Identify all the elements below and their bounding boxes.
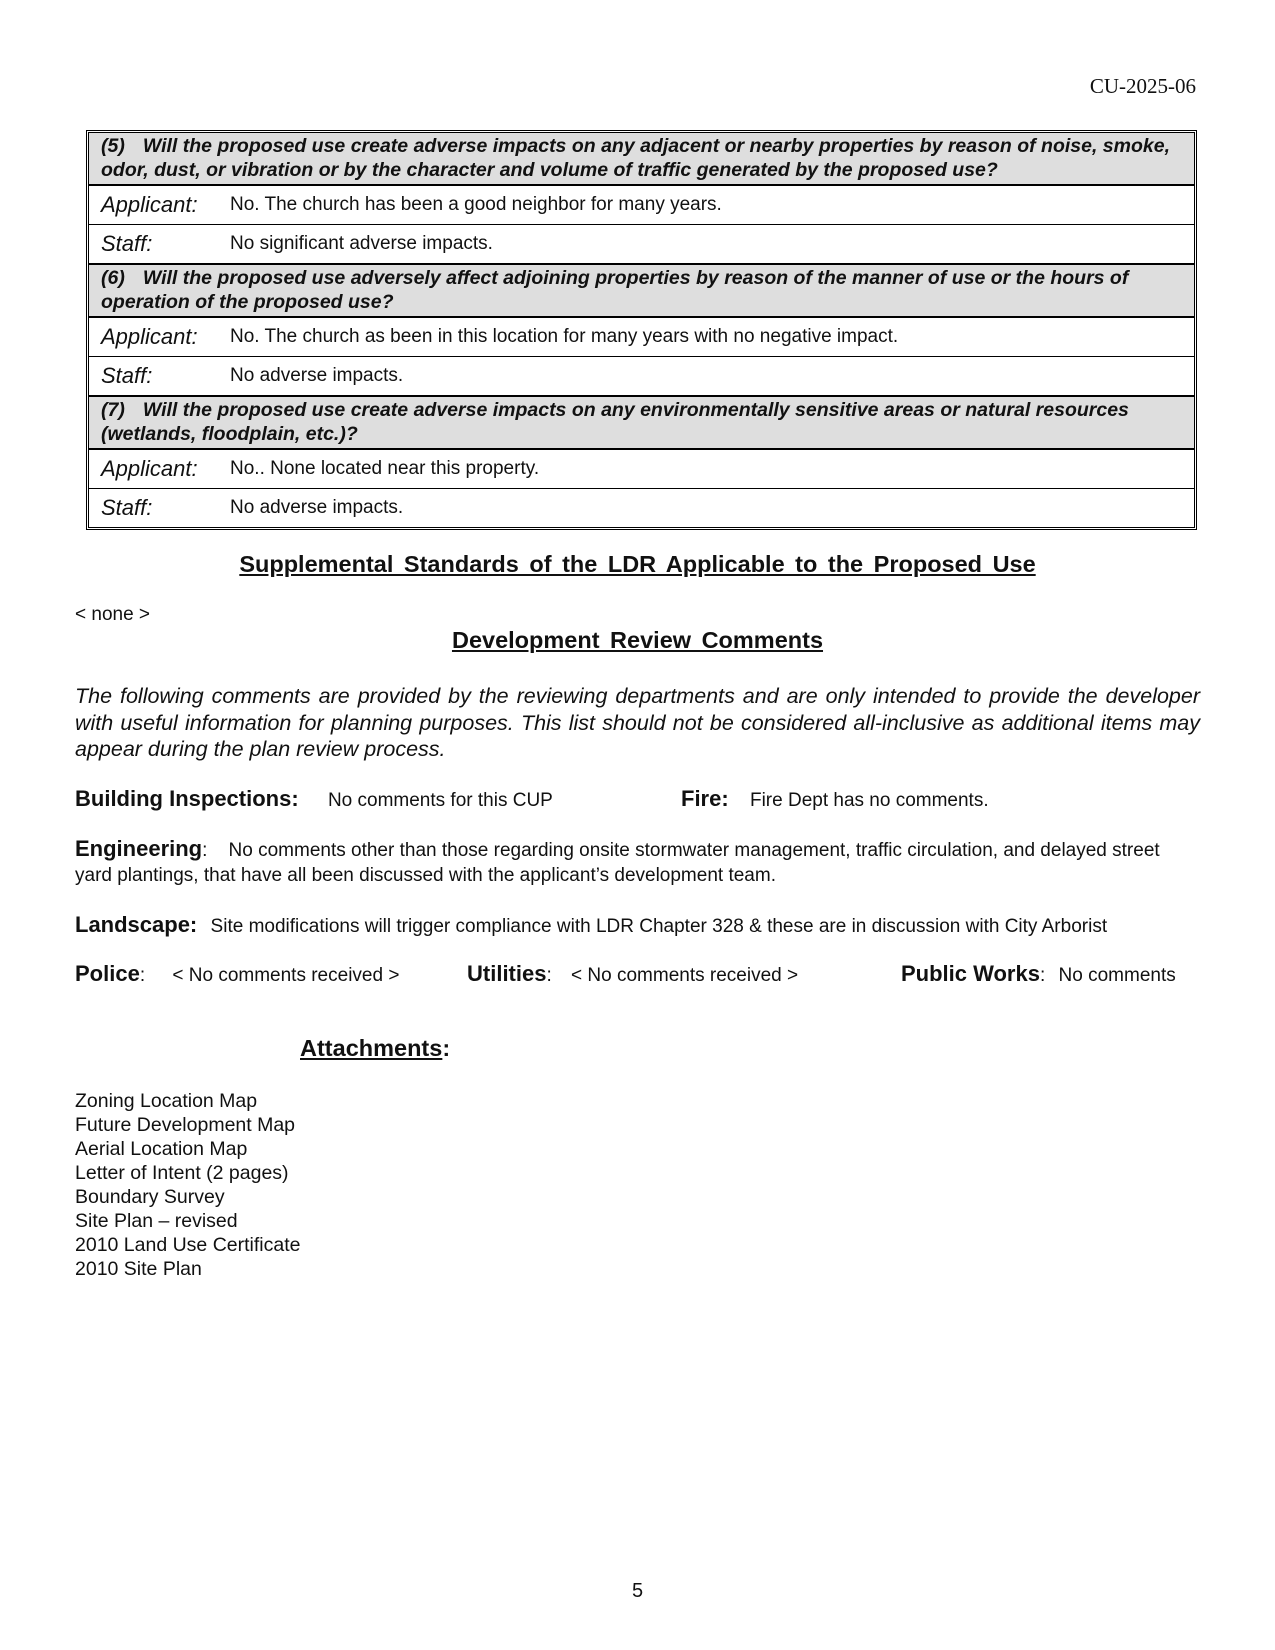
applicant-answer: No.. None located near this property. — [230, 458, 540, 479]
question-5-applicant-row — [89, 186, 1194, 225]
question-number: (5) — [101, 135, 125, 157]
supplemental-standards-heading: Supplemental Standards of the LDR Applicable to the Proposed Use — [239, 551, 1036, 577]
review-questions-table — [86, 130, 1197, 530]
building-inspections-label: Building Inspections: — [75, 786, 299, 811]
development-review-heading: Development Review Comments — [451, 627, 824, 653]
building-inspections-comment — [75, 786, 553, 812]
applicant-answer: No. The church has been a good neighbor for many years. — [230, 194, 722, 215]
staff-answer: No adverse impacts. — [230, 497, 404, 518]
question-5-staff-row — [89, 225, 1194, 265]
document-id: CU-2025-06 — [1089, 74, 1196, 98]
applicant-label: Applicant: — [101, 456, 198, 481]
police-label: Police — [75, 961, 140, 986]
attachment-item: 2010 Land Use Certificate — [75, 1234, 301, 1256]
staff-label: Staff: — [101, 231, 153, 256]
staff-answer: No significant adverse impacts. — [230, 233, 493, 254]
utilities-comment: Utilities: < No comments received > — [467, 961, 799, 986]
page-number: 5 — [631, 1580, 644, 1602]
attachment-item: 2010 Site Plan — [75, 1258, 202, 1280]
question-7-staff-row — [89, 489, 1194, 527]
question-6-staff-row — [89, 357, 1194, 397]
fire-comment — [681, 786, 989, 812]
fire-label: Fire: — [681, 786, 729, 811]
attachment-item: Boundary Survey — [75, 1186, 225, 1208]
question-number: (7) — [101, 399, 125, 421]
question-text: Will the proposed use create adverse impacts on any environmentally sensitive areas or natural resources (wetlands, floodplain, etc.)? — [101, 399, 1129, 445]
question-7-applicant-row — [89, 450, 1194, 489]
police-comment: Police: < No comments received > — [75, 961, 400, 986]
review-intro-paragraph: The following comments are provided by the reviewing departments and are only intended to provide the developer with useful information for planning purposes. This list should not be considered all-inclusive as additional items may appear during the plan review process. — [75, 684, 1200, 761]
attachments-heading-text: Attachments — [300, 1035, 443, 1061]
building-inspections-text: No comments for this CUP — [327, 790, 553, 811]
question-5-header — [89, 133, 1194, 186]
landscape-label: Landscape: — [75, 912, 198, 937]
applicant-answer: No. The church as been in this location for many years with no negative impact. — [230, 326, 899, 347]
staff-label: Staff: — [101, 495, 153, 520]
fire-text: Fire Dept has no comments. — [749, 790, 989, 811]
question-6-applicant-row — [89, 318, 1194, 357]
question-6-header — [89, 265, 1194, 318]
public-works-text: No comments — [1058, 965, 1176, 986]
applicant-label: Applicant: — [101, 324, 198, 349]
landscape-text: Site modifications will trigger compliance with LDR Chapter 328 & these are in discussion with City Arborist — [210, 916, 1108, 937]
utilities-label: Utilities — [467, 961, 547, 986]
attachments-list — [75, 1089, 300, 1281]
public-works-label: Public Works — [901, 961, 1040, 986]
attachment-item: Future Development Map — [75, 1114, 296, 1136]
attachment-item: Aerial Location Map — [75, 1138, 248, 1160]
engineering-label: Engineering — [75, 836, 203, 861]
public-works-comment: Public Works: No comments — [901, 961, 1176, 986]
attachments-heading: Attachments: — [300, 1035, 451, 1061]
question-text: Will the proposed use adversely affect adjoining properties by reason of the manner of use or the hours of operation of the proposed use? — [101, 267, 1129, 313]
question-text: Will the proposed use create adverse impacts on any adjacent or nearby properties by reason of noise, smoke, odor, dust, or vibration or by the character and volume of traffic generated by the proposed use? — [101, 135, 1171, 181]
attachment-item: Letter of Intent (2 pages) — [75, 1162, 289, 1184]
staff-label: Staff: — [101, 363, 153, 388]
supplemental-standards-value: < none > — [75, 604, 151, 625]
landscape-comment — [75, 912, 1107, 938]
question-7-header — [89, 397, 1194, 450]
attachment-item: Zoning Location Map — [75, 1090, 258, 1112]
question-number: (6) — [101, 267, 125, 289]
applicant-label: Applicant: — [101, 192, 198, 217]
staff-answer: No adverse impacts. — [230, 365, 404, 386]
engineering-comment: Engineering: No comments other than those regarding onsite stormwater management, traffic circulation, and delayed street yard plantings, that have all been discussed with the applicant’s development team. — [75, 836, 1160, 886]
attachment-item: Site Plan – revised — [75, 1210, 238, 1232]
utilities-text: < No comments received > — [571, 965, 799, 986]
police-text: < No comments received > — [172, 965, 400, 986]
engineering-text: No comments other than those regarding onsite stormwater management, traffic circulation, and delayed street yard plantings, that have all been discussed with the applicant’s development team. — [75, 840, 1160, 886]
